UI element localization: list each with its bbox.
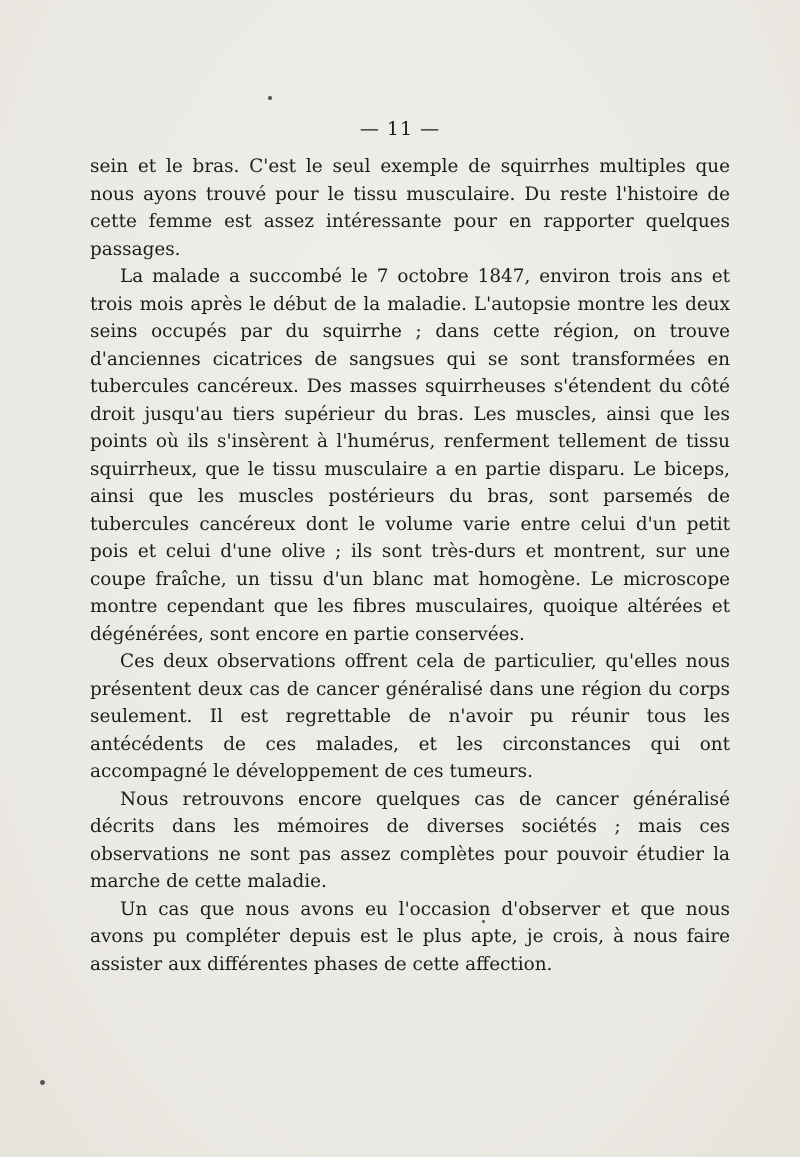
paragraph-3: Ces deux observations offrent cela de particulier, qu'elles nous présentent deux cas de cancer généralisé dans une région du corps seulement. Il est regrettable de n'avoir pu réunir tous les antécédents de ces malades, et les circonstances qui ont accompagné le développement de ces tumeurs. [90, 651, 730, 782]
paper-speck [482, 920, 485, 923]
paragraph-2: La malade a succombé le 7 octobre 1847, environ trois ans et trois mois après le début de la maladie. L'autopsie montre les deux seins occupés par du squirrhe ; dans cette région, on trouve d'anciennes cicatrices de sangsues qui se sont transformées en tubercules cancéreux. Des masses squirrheuses s'étendent du côté droit jusqu'au tiers supérieur du bras. Les muscles, ainsi que les points où ils s'insèrent à l'humérus, renferment tellement de tissu squirrheux, que le tissu musculaire a en partie disparu. Le biceps, ainsi que les muscles postérieurs du bras, sont parsemés de tubercules cancéreux dont le volume varie entre celui d'un petit pois et celui d'une olive ; ils sont très-durs et montrent, sur une coupe fraîche, un tissu d'un blanc mat homogène. Le microscope montre cependant que les fibres musculaires, quoique altérées et dégénérées, sont encore en partie conservées. [90, 266, 730, 645]
paragraph-1: sein et le bras. C'est le seul exemple de squirrhes multiples que nous ayons trouvé pour le tissu musculaire. Du reste l'histoire de cette femme est assez intéressante pour en rapporter quelques passages. [90, 156, 730, 260]
paper-speck [40, 1080, 45, 1085]
page-number: — 11 — [359, 118, 441, 140]
paragraph-5: Un cas que nous avons eu l'occasion d'observer et que nous avons pu compléter depuis est le plus apte, je crois, à nous faire assister aux différentes phases de cette affection. [90, 898, 730, 975]
body-text [90, 153, 730, 978]
paper-speck [268, 96, 272, 100]
paragraph-4: Nous retrouvons encore quelques cas de cancer généralisé décrits dans les mémoires de diverses sociétés ; mais ces observations ne sont pas assez complètes pour pouvoir étudier la marche de cette maladie. [90, 788, 730, 892]
